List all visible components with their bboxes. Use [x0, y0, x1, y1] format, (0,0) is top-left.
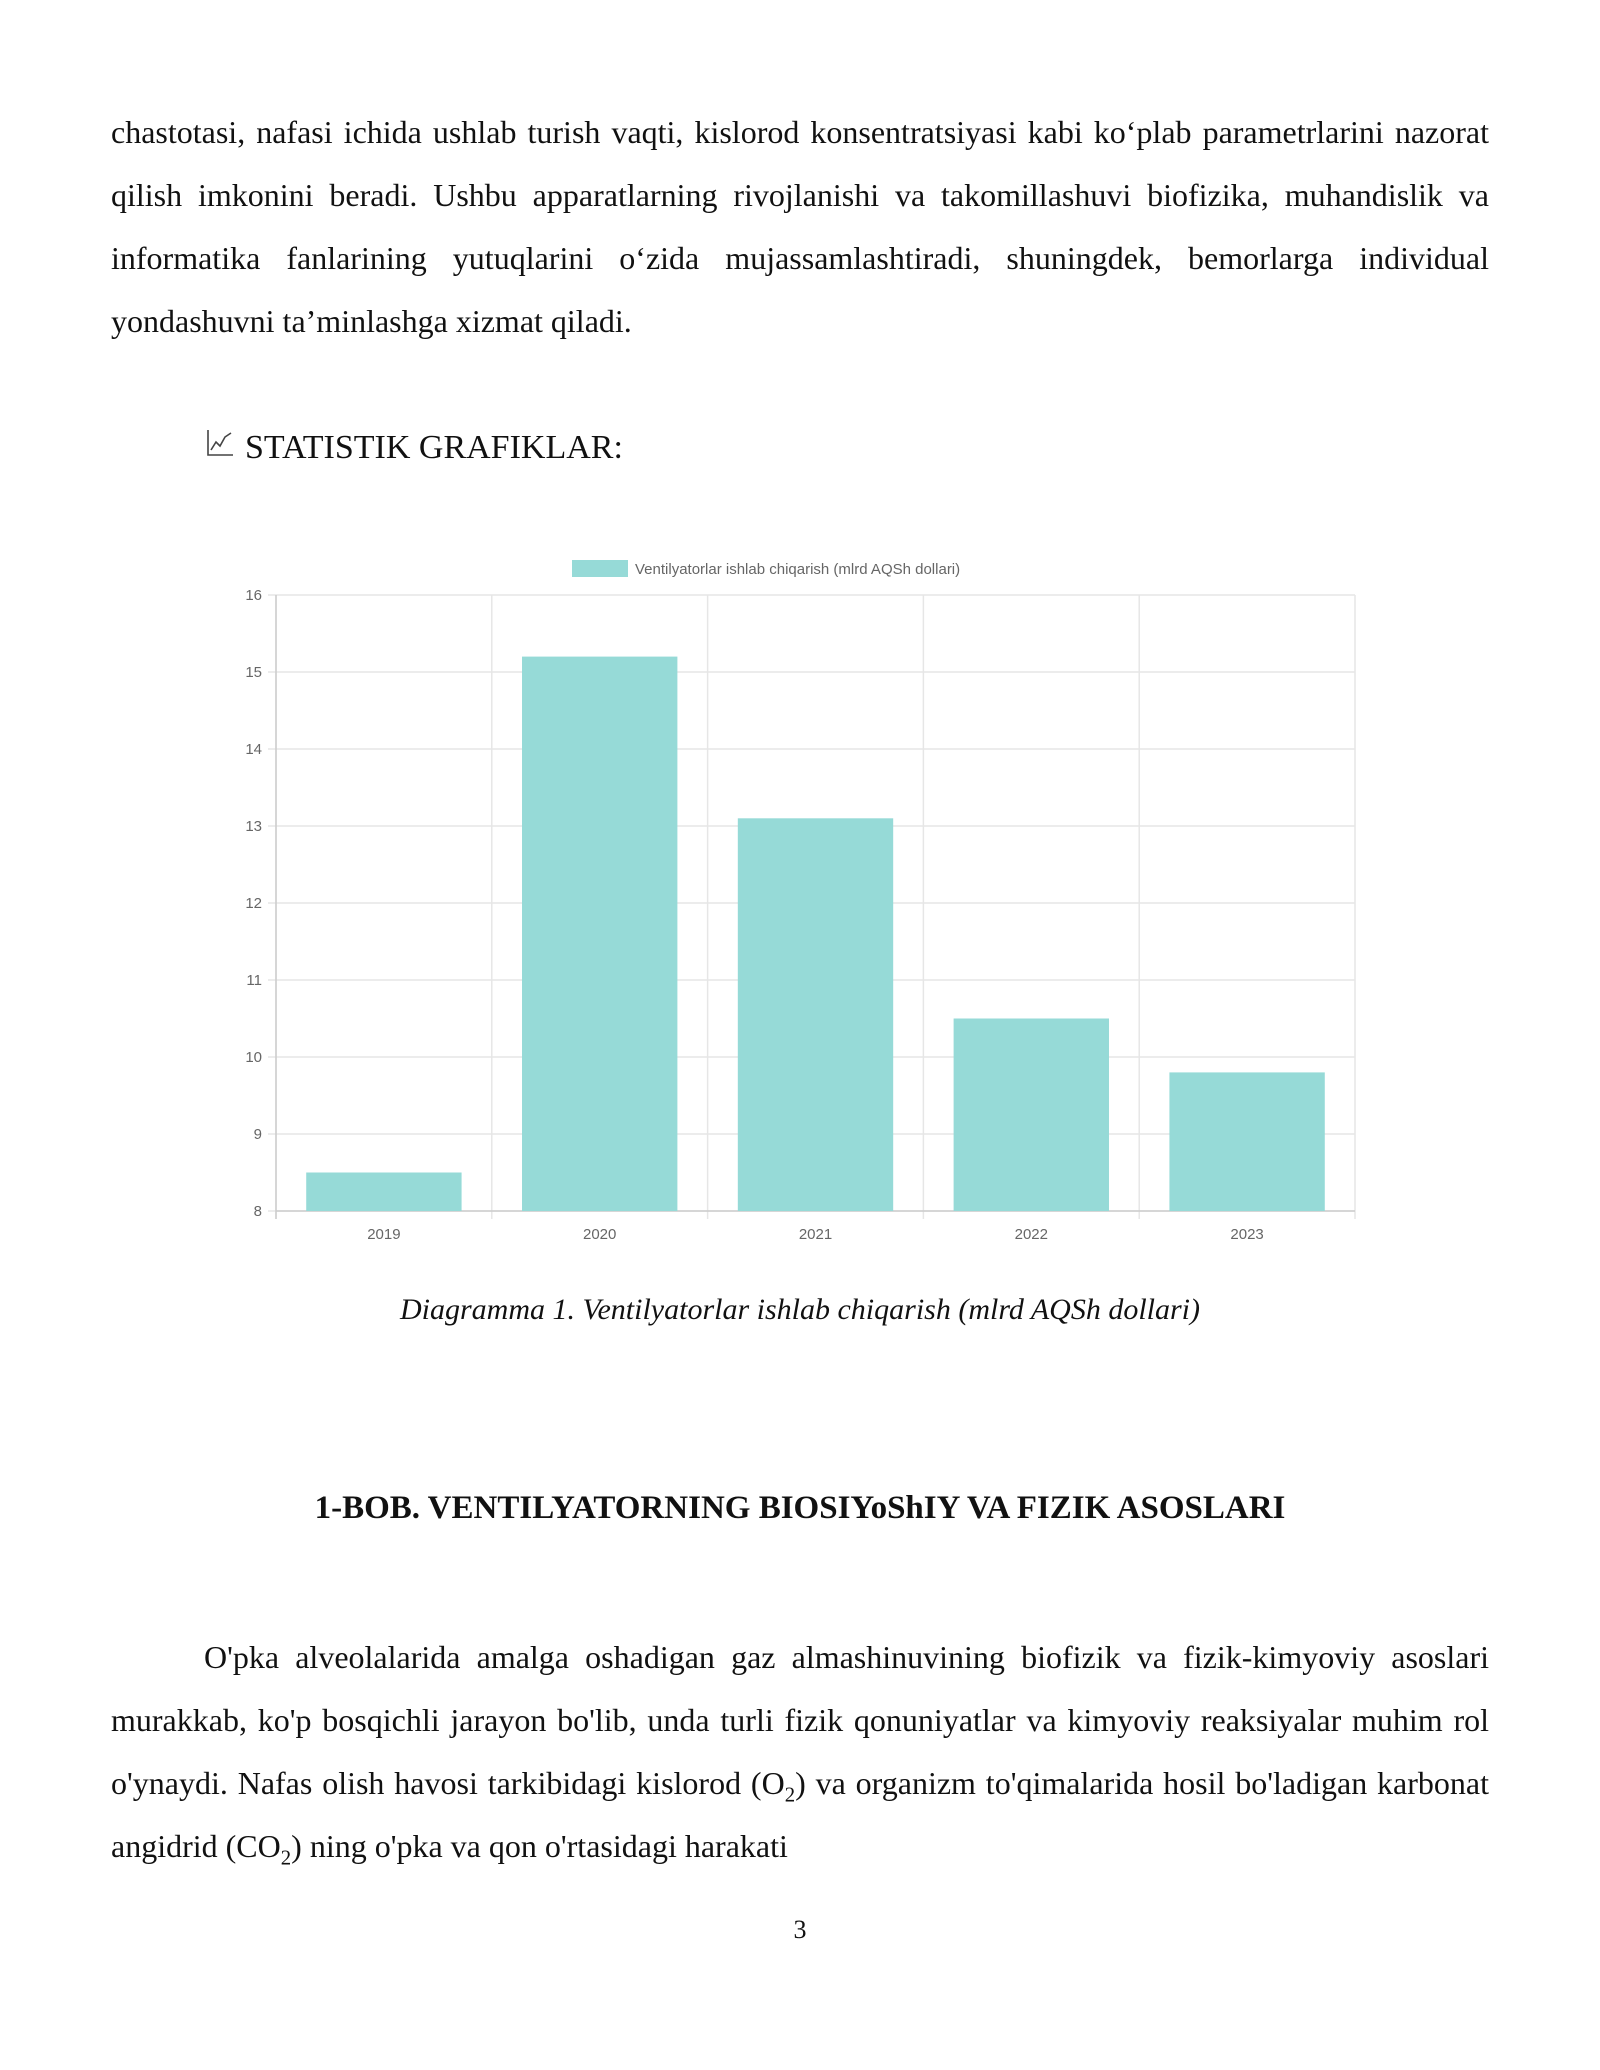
y-tick-label-12: 12 — [245, 895, 262, 912]
x-tick-label-2022: 2022 — [1014, 1226, 1048, 1243]
page-number: 3 — [793, 1915, 807, 1944]
y-tick-label-8: 8 — [253, 1203, 262, 1220]
y-tick-label-14: 14 — [245, 741, 262, 758]
bar-2023 — [1169, 1072, 1324, 1211]
paragraph-bottom-part3: ) ning o'pka va qon o'rtasidagi harakati — [291, 1828, 788, 1864]
x-tick-label-2020: 2020 — [583, 1226, 617, 1243]
stat-heading — [205, 423, 623, 473]
y-tick-label-10: 10 — [245, 1049, 262, 1066]
y-tick-label-9: 9 — [253, 1126, 262, 1143]
paragraph-bottom-part1: O'pka alveolalarida amalga oshadigan gaz almashinuvining biofizik va fizik-kimyoviy asoslari murakkab, ko'p bosqichli jarayon bo'lib, unda turli fizik qonuniyatlar va kimyoviy reaksiyalar muhim rol o'ynaydi. Nafas olish havosi tarkibidagi kislorod (O — [111, 1639, 1489, 1801]
chapter-title: 1-BOB. VENTILYATORNING BIOSIYoShIY VA FIZIK ASOSLARI — [314, 1490, 1286, 1526]
bar-chart — [210, 555, 1390, 1255]
bar-2021 — [738, 818, 893, 1211]
legend-label: Ventilyatorlar ishlab chiqarish (mlrd AQSh dollari) — [635, 561, 961, 578]
bar-2020 — [522, 657, 677, 1211]
bar-chart-svg — [210, 555, 1390, 1255]
paragraph-bottom-part2: ) va organizm to'qimalarida hosil bo'ladigan karbonat angidrid (CO — [111, 1765, 1490, 1864]
chart-increasing-icon — [205, 423, 235, 473]
paragraph-top: chastotasi, nafasi ichida ushlab turish vaqti, kislorod konsentratsiyasi kabi ko‘plab parametrlarini nazorat qilish imkonini beradi. Ushbu apparatlarning rivojlanishi va takomillashuvi biofizika, muhandislik va informatika fanlarining yutuqlarini o‘zida mujassamlashtiradi, shuningdek, bemorlarga individual yondashuvni ta’minlashga xizmat qiladi. — [111, 114, 1489, 339]
y-tick-label-15: 15 — [245, 664, 262, 681]
y-tick-label-13: 13 — [245, 818, 262, 835]
stat-heading-text: STATISTIK GRAFIKLAR: — [245, 429, 623, 466]
bar-2022 — [954, 1019, 1109, 1212]
paragraph-bottom — [111, 1626, 1489, 1878]
figure-caption: Diagramma 1. Ventilyatorlar ishlab chiqarish (mlrd AQSh dollari) — [399, 1293, 1200, 1326]
bar-2019 — [306, 1173, 461, 1212]
x-tick-label-2021: 2021 — [798, 1226, 833, 1243]
x-tick-label-2023: 2023 — [1230, 1226, 1264, 1243]
legend-swatch — [572, 560, 628, 577]
x-tick-label-2019: 2019 — [367, 1226, 401, 1243]
subscript-co2: 2 — [280, 1846, 292, 1870]
y-tick-label-16: 16 — [245, 587, 262, 604]
subscript-o2: 2 — [784, 1783, 796, 1807]
y-tick-label-11: 11 — [246, 972, 262, 989]
